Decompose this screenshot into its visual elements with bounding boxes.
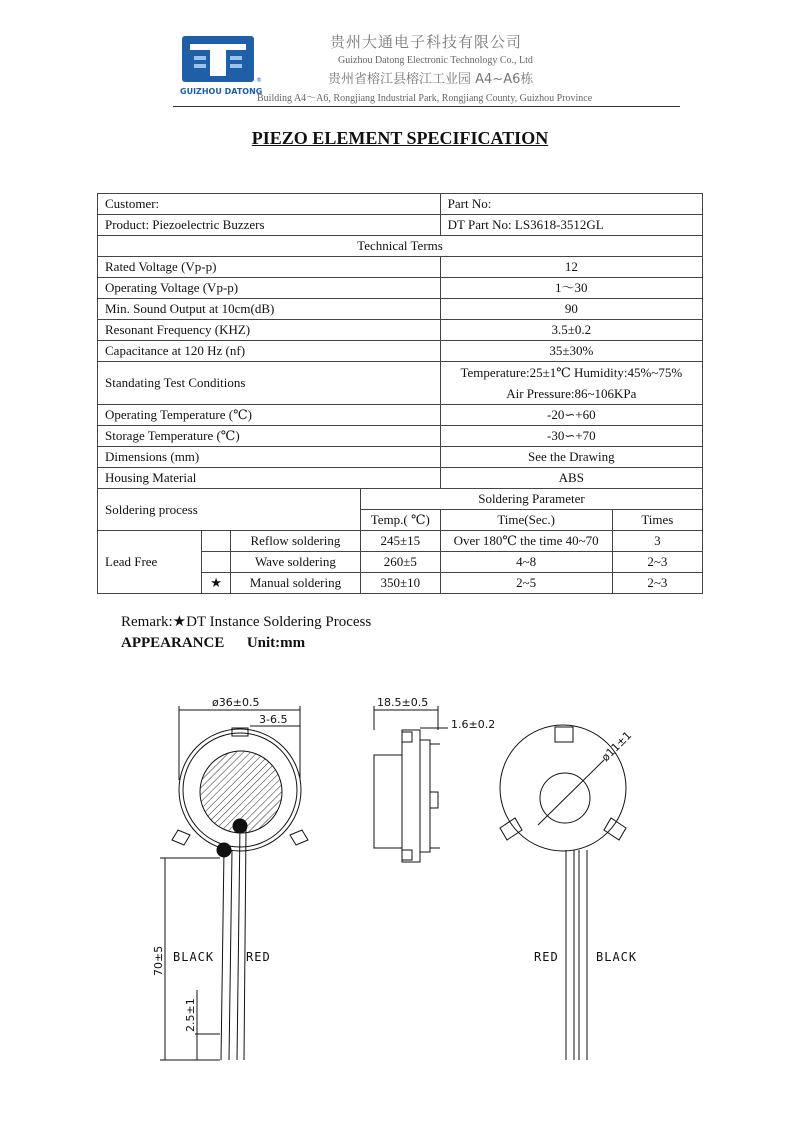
table-row (98, 215, 703, 236)
table-row (98, 405, 703, 426)
product-cell: Product: Piezoelectric Buzzers (98, 215, 441, 236)
table-row (98, 236, 703, 257)
header-divider (173, 106, 680, 107)
front-view (152, 696, 308, 1060)
dt-part-cell: DT Part No: LS3618-3512GL (440, 215, 702, 236)
lead-free-label: Lead Free (98, 531, 202, 594)
method-name: Reflow soldering (230, 531, 360, 552)
method-name: Wave soldering (230, 552, 360, 573)
method-temp: 245±15 (360, 531, 440, 552)
method-temp: 260±5 (360, 552, 440, 573)
customer-cell: Customer: (98, 194, 441, 215)
dim-strip: 2.5±1 (184, 998, 197, 1032)
company-name-cn: 贵州大通电子科技有限公司 (330, 33, 523, 51)
spec-label: Min. Sound Output at 10cm(dB) (98, 299, 441, 320)
document-title: PIEZO ELEMENT SPECIFICATION (251, 128, 549, 148)
spec-label: Operating Temperature (℃) (98, 405, 441, 426)
table-row (98, 426, 703, 447)
spec-label: Rated Voltage (Vp-p) (98, 257, 441, 278)
soldering-process-label: Soldering process (98, 489, 361, 531)
svg-text:®: ® (256, 77, 262, 84)
table-row (98, 531, 703, 552)
soldering-parameter-heading: Soldering Parameter (360, 489, 702, 510)
wire-label-red: RED (246, 950, 271, 964)
table-row (98, 320, 703, 341)
spec-value (440, 362, 702, 405)
company-name-en: Guizhou Datong Electronic Technology Co., Ltd (338, 55, 533, 66)
spec-value: See the Drawing (440, 447, 702, 468)
method-times: 2~3 (612, 552, 702, 573)
test-condition-line2: Air Pressure:86~106KPa (506, 386, 637, 401)
spec-label: Standating Test Conditions (98, 362, 441, 405)
test-condition-line1: Temperature:25±1℃ Humidity:45%~75% (460, 365, 683, 380)
company-address-en: Building A4～A6, Rongjiang Industrial Park, Rongjiang County, Guizhou Province (257, 93, 593, 104)
method-time: 2~5 (440, 573, 612, 594)
method-time: Over 180℃ the time 40~70 (440, 531, 612, 552)
appearance-heading: APPEARANCE Unit:mm (121, 635, 306, 651)
method-time: 4~8 (440, 552, 612, 573)
company-logo (180, 36, 263, 98)
wire-label-black: BLACK (173, 950, 215, 964)
star-cell (202, 531, 231, 552)
col-temp-header: Temp.( ℃) (360, 510, 440, 531)
spec-table (97, 193, 703, 594)
wire-label-black-back: BLACK (596, 950, 638, 964)
spec-value: 3.5±0.2 (440, 320, 702, 341)
table-row (98, 489, 703, 510)
dim-lead-length: 70±5 (152, 945, 165, 976)
spec-label: Dimensions (mm) (98, 447, 441, 468)
dim-hole: 3-6.5 (259, 713, 288, 726)
spec-value: 1～30 (440, 278, 702, 299)
company-address-cn: 贵州省榕江县榕江工业园 A4~A6栋 (328, 72, 534, 87)
spec-value: 12 (440, 257, 702, 278)
star-cell (202, 552, 231, 573)
spec-value: ABS (440, 468, 702, 489)
table-row (98, 468, 703, 489)
method-times: 2~3 (612, 573, 702, 594)
table-row (98, 278, 703, 299)
dim-diameter: ø36±0.5 (212, 696, 260, 709)
wire-label-red-back: RED (534, 950, 559, 964)
dim-thickness: 1.6±0.2 (451, 718, 496, 731)
appearance-drawing (0, 670, 800, 1090)
side-view (374, 696, 495, 862)
col-time-header: Time(Sec.) (440, 510, 612, 531)
col-times-header: Times (612, 510, 702, 531)
back-view (500, 725, 637, 1060)
spec-label: Resonant Frequency (KHZ) (98, 320, 441, 341)
table-row (98, 447, 703, 468)
table-row (98, 341, 703, 362)
spec-value: -20∽+60 (440, 405, 702, 426)
dim-depth: 18.5±0.5 (377, 696, 429, 709)
spec-value: 90 (440, 299, 702, 320)
spec-label: Operating Voltage (Vp-p) (98, 278, 441, 299)
method-times: 3 (612, 531, 702, 552)
spec-value: -30∽+70 (440, 426, 702, 447)
spec-label: Storage Temperature (℃) (98, 426, 441, 447)
technical-terms-heading: Technical Terms (98, 236, 703, 257)
logo-text: GUIZHOU DATONG (180, 87, 263, 96)
part-no-cell: Part No: (440, 194, 702, 215)
table-row (98, 257, 703, 278)
table-row (98, 362, 703, 405)
spec-label: Capacitance at 120 Hz (nf) (98, 341, 441, 362)
spec-label: Housing Material (98, 468, 441, 489)
method-name: Manual soldering (230, 573, 360, 594)
remark-text: Remark:★DT Instance Soldering Process (121, 614, 372, 630)
method-temp: 350±10 (360, 573, 440, 594)
table-row (98, 299, 703, 320)
dim-port: ø11±1 (598, 728, 635, 765)
star-icon: ★ (202, 573, 231, 594)
spec-value: 35±30% (440, 341, 702, 362)
table-row (98, 194, 703, 215)
